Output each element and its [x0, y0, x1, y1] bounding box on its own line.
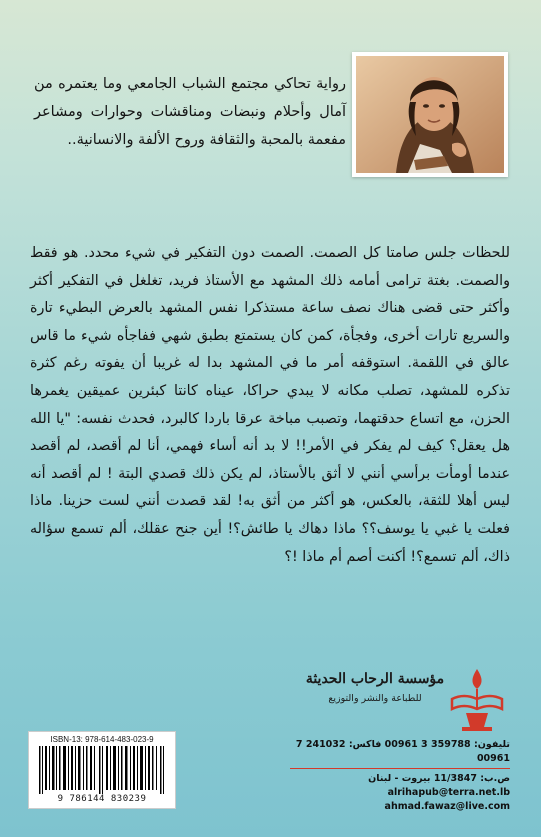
- phone-fax-line: تليفون: 359788 3 00961 فاكس: 241032 7 00961: [295, 739, 510, 764]
- barcode-icon: [39, 746, 165, 794]
- contact-divider: [290, 768, 510, 769]
- publisher-name: مؤسسة الرحاب الحديثة: [305, 671, 445, 687]
- postal-address: ص.ب: 11/3847 بيروت - لبنان: [368, 773, 510, 784]
- publisher-contact: [290, 738, 510, 814]
- portrait-photo-icon: [356, 56, 504, 173]
- book-blurb: رواية تحاكي مجتمع الشباب الجامعي وما يعتمره من آمال وأحلام ونبضات ومناقشات وحوارات ومشاعر مفعمة بالمحبة والثقافة وروح الألفة والانسانية..: [34, 76, 346, 148]
- email-2: ahmad.fawaz@live.com: [384, 801, 510, 812]
- isbn-barcode: [28, 731, 176, 809]
- lamp-book-logo-icon: [446, 665, 508, 733]
- book-excerpt: للحظات جلس صامتا كل الصمت. الصمت دون التفكير في شيء محدد. هو فقط والصمت. بغتة ترامى أمامه ذلك المشهد مع الأستاذ فريد، تغلغل في التفكير أكثر وأكثر حتى قضى هناك نصف ساعة مستذكرا نفس المشهد بالعرض البطيء تارة والسريع تارات أخرى، وفجأة، كمن كان يستمتع بطبق شهي ففاجأه شيء ما قاس عالق في اللقمة. استوقفه أمر ما في المشهد بدا له غريبا أن يفوته رغم كثرة تذكره للمشهد، تصلب مكانه لا يبدي حراكا، عيناه كانتا كبئرين عميقين يغمرها الحزن، مع اتساع حدقتهما، وتصبب مباخة عرقا باردا كالبرد، فحدث نفسه: "يا الله هل يعقل؟ كيف لم يفكر في الأمر!! لا بد أنه أساء فهمي، أنا لم أقصد، لم أقصد عندما أومأت برأسي أنني لا أثق بالأستاذ، لم يكن ذلك قصدي البتة ! لم أقصد أنه ليس أهلا للثقة، بالعكس، هو أكثر من أثق به! لقد قصدت أنني لست حزينا. ماذا فعلت يا غبي يا يوسف؟؟ ماذا دهاك يا طائش؟! أين جنح عقلك، ألم تسمع سؤاله ذاك، ألم تسمع؟! أكنت أصم أم ماذا !؟: [30, 245, 510, 565]
- email-1: alrihapub@terra.net.lb: [387, 787, 510, 798]
- barcode-digits: 9 786144 830239: [57, 794, 147, 804]
- isbn-label: ISBN-13: 978-614-483-023-9: [50, 735, 154, 744]
- author-photo: [352, 52, 508, 177]
- publisher-logo: [300, 665, 510, 735]
- publisher-subtitle: للطباعة والنشر والتوزيع: [328, 693, 422, 704]
